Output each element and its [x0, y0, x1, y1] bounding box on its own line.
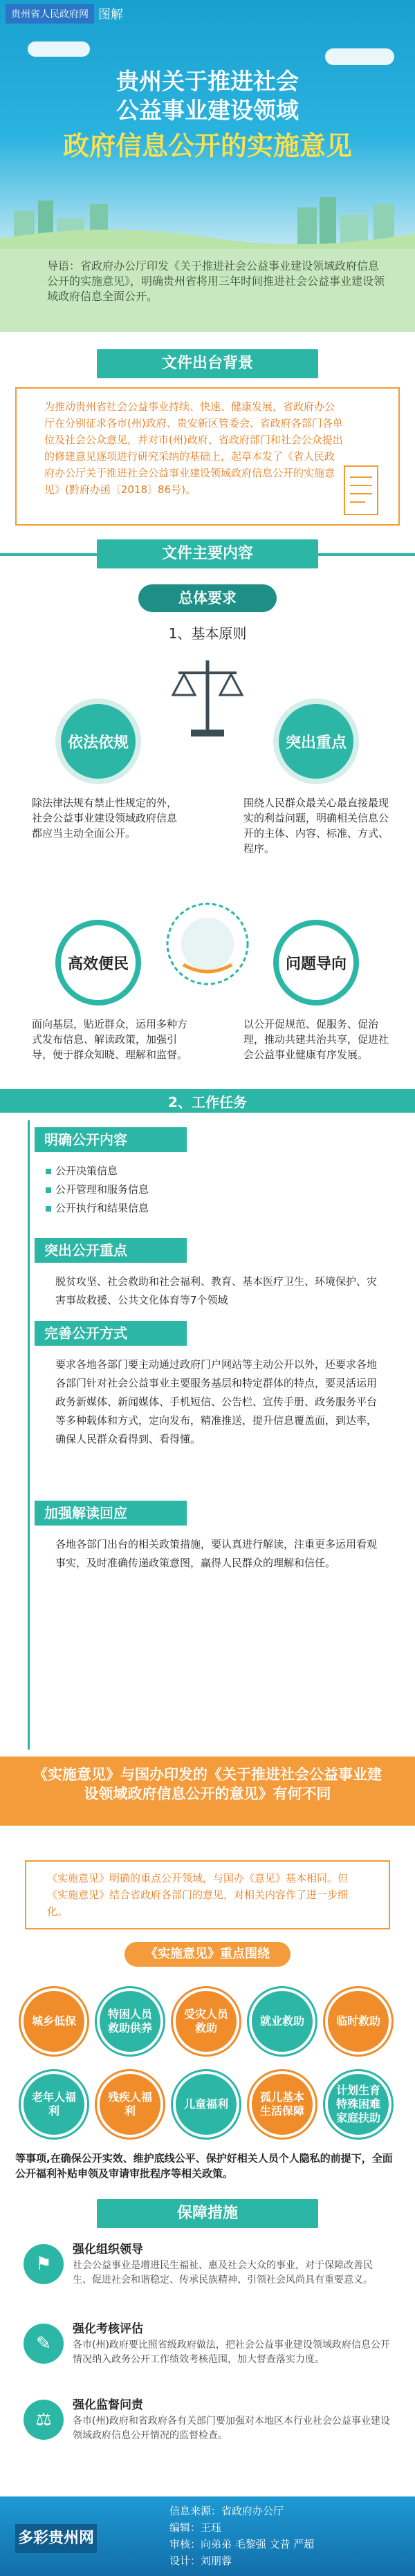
handshake-globe-icon	[156, 896, 259, 999]
principle-circle-1	[55, 698, 141, 784]
intro-text	[0, 249, 415, 332]
section-heading-content: 文件主要内容	[97, 539, 318, 568]
measure-title: 强化考核评估	[73, 2322, 143, 2336]
brand[interactable]	[6, 4, 123, 24]
measure-title: 强化监督问责	[73, 2398, 143, 2412]
measure-title: 强化组织领导	[73, 2243, 143, 2257]
section-heading-measures: 保障措施	[97, 2199, 318, 2228]
leader-icon: ⚑	[24, 2244, 64, 2284]
task-title-1: 明确公开内容	[35, 1127, 187, 1152]
task-title-3: 完善公开方式	[35, 1321, 187, 1346]
principle-text-1: 除法律法规有禁止性规定的外，社会公益事业建设领域政府信息都应当主动全面公开。	[32, 797, 178, 840]
sub-heading-overall: 总体要求	[138, 584, 277, 612]
brand-tag: 图解	[98, 8, 123, 22]
focus-item: 城乡低保	[21, 1988, 87, 2055]
principle-text-4: 以公开促规范、促服务、促治理，推动共建共治共享，促进社会公益事业健康有序发展。	[243, 1018, 389, 1061]
difference-note: 等事项,在确保公开实效、维护底线公平、保护好相关人员个人隐私的前提下，全面公开福利补贴申领及审请审批程序等相关政策。	[15, 2152, 393, 2180]
cloud-shape	[28, 41, 90, 57]
footer	[0, 2496, 415, 2576]
title-line-3: 政府信息公开的实施意见	[62, 131, 352, 161]
focus-item: 老年人福利	[21, 2071, 87, 2138]
difference-title: 《实施意见》与国办印发的《关于推进社会公益事业建设领域政府信息公开的意见》有何不同	[33, 1766, 382, 1802]
focus-item: 残疾人福利	[97, 2071, 163, 2138]
focus-label: 《实施意见》重点围绕	[124, 1942, 290, 1967]
task-list-item: 公开决策信息	[46, 1162, 149, 1180]
measure-body: 各市(州)政府和省政府各有关部门要加强对本地区本行业社会公益事业建设领域政府信息公开情况的监督检查。	[73, 2416, 390, 2441]
principle-circle-3	[55, 920, 141, 1006]
measure-item-2	[73, 2320, 391, 2367]
scale-icon	[166, 654, 249, 743]
focus-item: 儿童福利	[173, 2071, 239, 2138]
background-text: 为推动贵州省社会公益事业持续、快速、健康发展，省政府办公厅在分别征求各市(州)政府、贵安新区管委会、省政府各部门各单位及社会公众意见，并对市(州)政府、省政府部门和社会公众提出的修建意见逐项进行研究采纳的基础上，起草本发了《省人民政府办公厅关于推进社会公益事业建设领域政府信息公开的实施意见》(黔府办函〔2018〕86号)。	[44, 400, 343, 496]
principle-name-3: 高效便民	[67, 955, 129, 973]
cloud-shape	[325, 48, 394, 65]
principle-text-3: 面向基层，贴近群众，运用多种方式发布信息、解读政策，加强引导，便于群众知晓、理解和监督。	[32, 1018, 188, 1061]
title-line-2: 公益事业建设领域	[116, 97, 299, 124]
task-list-1	[46, 1162, 149, 1218]
principle-text-2: 围绕人民群众最关心最直接最现实的利益问题，明确相关信息公开的主体、内容、标准、方式、程序。	[243, 797, 389, 855]
header-banner	[0, 0, 415, 249]
principle-name-1: 依法依规	[67, 734, 129, 752]
task-body-3: 要求各地各部门要主动通过政府门户网站等主动公开以外，还要求各地各部门针对社会公益事业主要服务基层和特定群体的特点，要灵活运用政务新媒体、新闻媒体、手机短信、公告栏、宣传手册、政务服务平台等多种载体和方式，定向发布，精准推送，提升信息覆盖面，到达率，确保人民群众看得到、看得懂。	[55, 1358, 378, 1445]
measure-item-1	[73, 2241, 391, 2288]
principle-name-4: 问题导向	[285, 955, 347, 973]
title-line-1: 贵州关于推进社会	[116, 68, 299, 95]
principle-circle-2	[273, 698, 359, 784]
measure-body: 社会公益事业是增进民生福祉、惠及社会大众的事业，对于保障改善民生、促进社会和谐稳定、传承民族精神、引领社会风尚具有重要意义。	[73, 2260, 373, 2286]
task-title-2: 突出公开重点	[35, 1238, 187, 1263]
focus-item: 特困人员救助供养	[97, 1988, 163, 2055]
focus-item: 受灾人员救助	[173, 1988, 239, 2055]
footer-reviewers: 审核：向弟弟 毛黎强 文昔 严超	[169, 2538, 315, 2550]
difference-box	[25, 1860, 390, 1929]
measure-item-3	[73, 2396, 391, 2443]
task-body-4: 各地各部门出台的相关政策措施，要认真进行解读，注重更多运用看观事实，及时准确传递政策意图，赢得人民群众的理解和信任。	[55, 1538, 378, 1569]
document-icon	[340, 463, 383, 520]
difference-banner	[0, 1757, 415, 1826]
brand-name[interactable]: 贵州省人民政府网	[6, 4, 94, 24]
principle-circle-4	[273, 920, 359, 1006]
principle-name-2: 突出重点	[285, 734, 347, 752]
focus-item: 计划生育特殊困难家庭扶助	[325, 2071, 391, 2138]
task-body-2: 脱贫攻坚、社会救助和社会福利、教育、基本医疗卫生、环境保护、灾害事故救援、公共文化体育等7个领域	[55, 1275, 378, 1306]
measure-body: 各市(州)政府要比照省级政府做法，把社会公益事业建设领域政府信息公开情况纳入政务公开工作绩效考核范围，加大督查落实力度。	[73, 2339, 390, 2365]
assessment-icon: ✎	[24, 2324, 64, 2364]
difference-text: 《实施意见》明确的重点公开领域，与国办《意见》基本相同。但《实施意见》结合省政府各部门的意见，对相关内容作了进一步细化。	[47, 1872, 349, 1918]
footer-designer: 设计：刘朋蓉	[169, 2555, 232, 2567]
supervision-icon: ⚖	[24, 2400, 64, 2440]
focus-item: 临时救助	[325, 1988, 391, 2055]
principles-title: 1、基本原则	[168, 625, 247, 642]
focus-item: 就业救助	[249, 1988, 315, 2055]
focus-item: 孤儿基本生活保障	[249, 2071, 315, 2138]
task-list-item: 公开管理和服务信息	[46, 1180, 149, 1199]
tasks-title-text: 2、工作任务	[168, 1094, 247, 1111]
footer-editor: 编辑：王珏	[169, 2521, 222, 2534]
task-title-4: 加强解读回应	[35, 1501, 187, 1526]
section-heading-background: 文件出台背景	[97, 349, 318, 378]
footer-source: 信息来源：省政府办公厅	[169, 2505, 284, 2517]
intro-paragraph: 导语：省政府办公厅印发《关于推进社会公益事业建设领域政府信息公开的实施意见》，明确贵州省将用三年时间推进社会公益事业建设领域政府信息全面公开。	[47, 259, 385, 303]
task-list-item: 公开执行和结果信息	[46, 1199, 149, 1218]
footer-logo[interactable]: 多彩贵州网	[15, 2524, 97, 2553]
city-skyline-illustration	[0, 183, 415, 249]
